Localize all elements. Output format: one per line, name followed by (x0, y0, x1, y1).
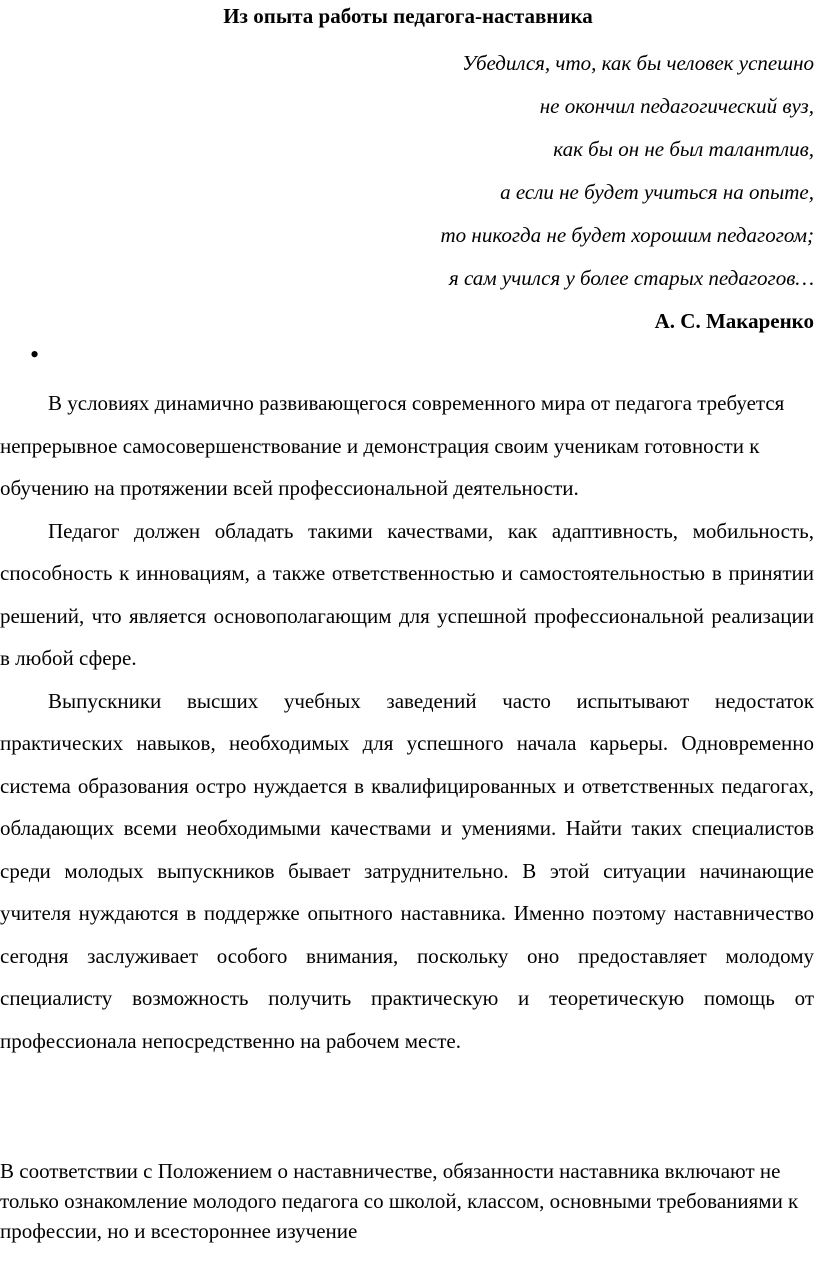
body-paragraph: В условиях динамично развивающегося современного мира от педагога требуется непрерывное самосовершенствование и демонстрация своим ученикам готовности к обучению на протяжении всей профессиональной деятельности. (0, 391, 785, 500)
separator-dot: • (30, 340, 40, 369)
epigraph (441, 42, 815, 343)
document-title: Из опыта работы педагога-наставника (223, 4, 593, 28)
body-paragraph: Педагог должен обладать такими качествами, как адаптивность, мобильность, способность к инновациям, а также ответственностью и самостоятельностью в принятии решений, что является основополагающим для успешной профессиональной реализации в любой сфере. (0, 518, 814, 670)
epigraph-line: не окончил педагогический вуз, (539, 94, 814, 118)
epigraph-line: я сам учился у более старых педагогов… (448, 266, 814, 290)
body-text (0, 382, 814, 1062)
epigraph-line: как бы он не был талантлив, (553, 137, 814, 161)
epigraph-author: А. С. Макаренко (654, 309, 814, 333)
body-paragraph-continued: В соответствии с Положением о наставничестве, обязанности наставника включают не только ознакомление молодого педагога со школой, классом, основными требованиями к профессии, но и всестороннее изучение (0, 1159, 799, 1243)
epigraph-line: а если не будет учиться на опыте, (500, 180, 814, 204)
body-paragraph: Выпускники высших учебных заведений часто испытывают недостаток практических навыков, необходимых для успешного начала карьеры. Одновременно система образования остро нуждается в квалифицированных и ответственных педагогах, обладающих всеми необходимыми качествами и умениями. Найти таких специалистов среди молодых выпускников бывает затруднительно. В этой ситуации начинающие учителя нуждаются в поддержке опытного наставника. Именно поэтому наставничество сегодня заслуживает особого внимания, поскольку оно предоставляет молодому специалисту возможность получить практическую и теоретическую помощь от профессионала непосредственно на рабочем месте. (0, 688, 814, 1053)
epigraph-line: то никогда не будет хорошим педагогом; (440, 223, 814, 247)
epigraph-line: Убедился, что, как бы человек успешно (462, 51, 814, 75)
